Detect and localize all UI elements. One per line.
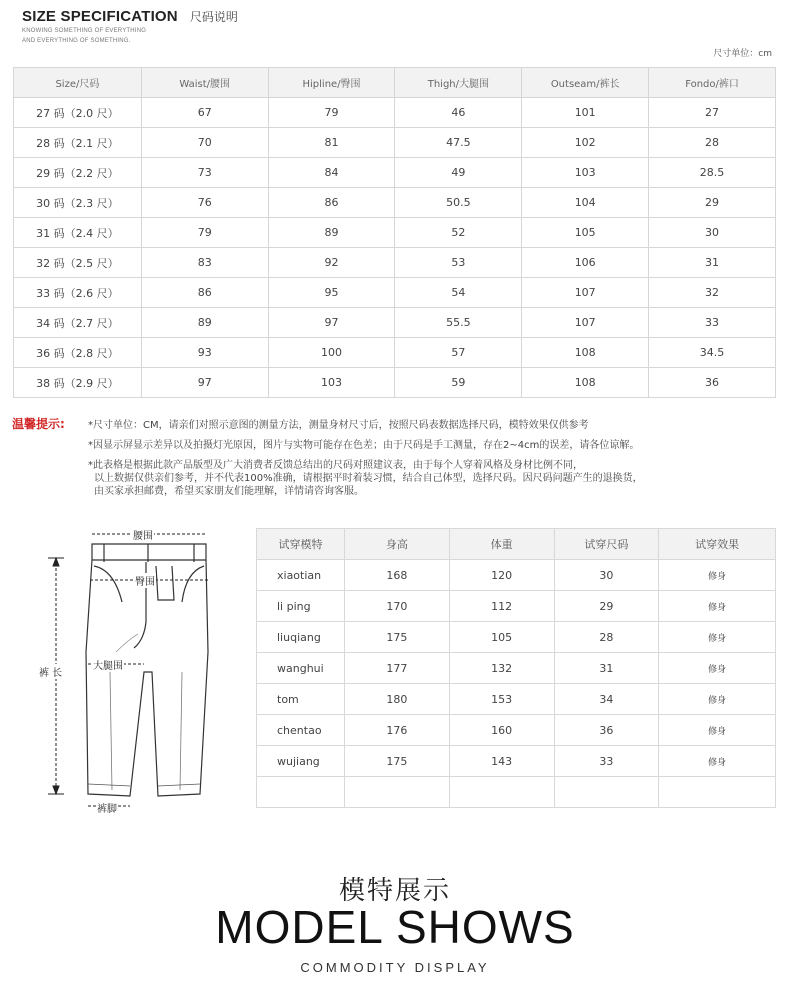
size-cell: 32 码（2.5 尺）	[14, 248, 142, 278]
waist-cell: 97	[141, 368, 268, 398]
thigh-cell: 55.5	[395, 308, 522, 338]
fondo-cell: 28.5	[649, 158, 776, 188]
note-line-5: 由买家承担邮费，希望买家朋友们能理解，详情请咨询客服。	[94, 486, 364, 497]
hipline-cell: 100	[268, 338, 395, 368]
outseam-header: Outseam/裤长	[522, 68, 649, 98]
size-cell: 27 码（2.0 尺）	[14, 98, 142, 128]
model-header: 试穿模特	[257, 529, 345, 560]
waist-cell: 86	[141, 278, 268, 308]
fondo-cell: 36	[649, 368, 776, 398]
hipline-cell: 81	[268, 128, 395, 158]
fit-effect-cell: 修身	[659, 560, 776, 591]
fondo-cell: 28	[649, 128, 776, 158]
thigh-cell: 49	[395, 158, 522, 188]
waist-cell: 76	[141, 188, 268, 218]
size-table-header-row	[14, 68, 776, 98]
height-cell: 180	[344, 684, 449, 715]
waist-cell: 73	[141, 158, 268, 188]
fit-effect-header: 试穿效果	[659, 529, 776, 560]
empty-cell	[449, 777, 554, 808]
empty-cell	[554, 777, 659, 808]
thigh-cell: 50.5	[395, 188, 522, 218]
size-cell: 36 码（2.8 尺）	[14, 338, 142, 368]
model-name-cell: tom	[257, 684, 345, 715]
outseam-cell: 107	[522, 308, 649, 338]
table-row	[14, 218, 776, 248]
height-cell: 177	[344, 653, 449, 684]
waist-header: Waist/腰围	[141, 68, 268, 98]
thigh-label: 大腿围	[92, 657, 124, 672]
empty-cell	[344, 777, 449, 808]
table-row	[14, 248, 776, 278]
waist-cell: 70	[141, 128, 268, 158]
fit-effect-cell: 修身	[659, 591, 776, 622]
table-row	[14, 368, 776, 398]
thigh-cell: 53	[395, 248, 522, 278]
fit-effect-cell: 修身	[659, 653, 776, 684]
hipline-cell: 86	[268, 188, 395, 218]
height-cell: 175	[344, 746, 449, 777]
waist-cell: 93	[141, 338, 268, 368]
table-row	[257, 591, 776, 622]
table-row	[14, 338, 776, 368]
outseam-cell: 108	[522, 368, 649, 398]
height-cell: 175	[344, 622, 449, 653]
table-row	[14, 98, 776, 128]
size-cell: 30 码（2.3 尺）	[14, 188, 142, 218]
fit-size-cell: 34	[554, 684, 659, 715]
outseam-cell: 108	[522, 338, 649, 368]
hipline-cell: 84	[268, 158, 395, 188]
hip-label: 臀围	[134, 573, 156, 588]
waist-cell: 67	[141, 98, 268, 128]
fit-size-cell: 33	[554, 746, 659, 777]
fit-effect-cell: 修身	[659, 746, 776, 777]
outseam-cell: 101	[522, 98, 649, 128]
fit-size-cell: 36	[554, 715, 659, 746]
thigh-cell: 47.5	[395, 128, 522, 158]
page-header	[22, 6, 238, 45]
commodity-display-subtitle: COMMODITY DISPLAY	[300, 960, 490, 975]
thigh-cell: 52	[395, 218, 522, 248]
table-row	[257, 560, 776, 591]
fit-size-cell: 30	[554, 560, 659, 591]
fondo-cell: 30	[649, 218, 776, 248]
outseam-cell: 106	[522, 248, 649, 278]
fit-effect-cell: 修身	[659, 622, 776, 653]
model-name-cell: xiaotian	[257, 560, 345, 591]
model-name-cell: wanghui	[257, 653, 345, 684]
page-title: SIZE SPECIFICATION	[22, 8, 178, 25]
fondo-cell: 31	[649, 248, 776, 278]
fondo-cell: 32	[649, 278, 776, 308]
model-name-cell: chentao	[257, 715, 345, 746]
fit-size-header: 试穿尺码	[554, 529, 659, 560]
outseam-cell: 102	[522, 128, 649, 158]
thigh-cell: 57	[395, 338, 522, 368]
weight-cell: 153	[449, 684, 554, 715]
model-name-cell: wujiang	[257, 746, 345, 777]
thigh-header: Thigh/大腿围	[395, 68, 522, 98]
weight-cell: 112	[449, 591, 554, 622]
thigh-cell: 46	[395, 98, 522, 128]
weight-cell: 143	[449, 746, 554, 777]
note-line-4: 以上数据仅供亲们参考，并不代表100%准确，请根据平时着装习惯，结合自己体型，选择尺码。因尺码问题产生的退换货，	[94, 473, 643, 484]
table-row	[257, 746, 776, 777]
fondo-cell: 34.5	[649, 338, 776, 368]
weight-cell: 132	[449, 653, 554, 684]
fondo-header: Fondo/裤口	[649, 68, 776, 98]
size-cell: 38 码（2.9 尺）	[14, 368, 142, 398]
size-cell: 33 码（2.6 尺）	[14, 278, 142, 308]
size-cell: 29 码（2.2 尺）	[14, 158, 142, 188]
weight-cell: 160	[449, 715, 554, 746]
model-name-cell: liuqiang	[257, 622, 345, 653]
hipline-cell: 103	[268, 368, 395, 398]
page-title-cn: 尺码说明	[189, 10, 238, 24]
size-cell: 28 码（2.1 尺）	[14, 128, 142, 158]
thigh-cell: 59	[395, 368, 522, 398]
weight-header: 体重	[449, 529, 554, 560]
model-table	[256, 528, 776, 808]
model-table-header-row	[257, 529, 776, 560]
height-cell: 168	[344, 560, 449, 591]
length-label: 裤 长	[38, 664, 63, 679]
fit-effect-cell: 修身	[659, 684, 776, 715]
hipline-cell: 89	[268, 218, 395, 248]
fit-size-cell: 31	[554, 653, 659, 684]
table-row-empty	[257, 777, 776, 808]
hipline-cell: 97	[268, 308, 395, 338]
note-line-1: *尺寸单位：CM，请亲们对照示意图的测量方法，测量身材尺寸后，按照尺码表数据选择尺码，模特效果仅供参考	[88, 420, 589, 431]
fondo-cell: 29	[649, 188, 776, 218]
height-cell: 170	[344, 591, 449, 622]
weight-cell: 120	[449, 560, 554, 591]
weight-cell: 105	[449, 622, 554, 653]
fondo-cell: 27	[649, 98, 776, 128]
waist-cell: 89	[141, 308, 268, 338]
empty-cell	[257, 777, 345, 808]
outseam-cell: 105	[522, 218, 649, 248]
table-row	[257, 715, 776, 746]
hipline-header: Hipline/臀围	[268, 68, 395, 98]
outseam-cell: 103	[522, 158, 649, 188]
waist-cell: 83	[141, 248, 268, 278]
note-line-3: *此表格是根据此款产品版型及广大消费者反馈总结出的尺码对照建议表，由于每个人穿着风格及身材比例不同，	[88, 460, 583, 471]
size-header: Size/尺码	[14, 68, 142, 98]
model-shows-title-cn: 模特展示	[338, 876, 451, 906]
tip-label: 温馨提示:	[12, 417, 65, 431]
table-row	[14, 188, 776, 218]
height-header: 身高	[344, 529, 449, 560]
table-row	[14, 128, 776, 158]
outseam-cell: 104	[522, 188, 649, 218]
hipline-cell: 79	[268, 98, 395, 128]
table-row	[14, 158, 776, 188]
table-row	[257, 684, 776, 715]
page-subtitle-2: AND EVERYTHING OF SOMETHING.	[22, 38, 131, 44]
size-table	[13, 67, 776, 398]
hipline-cell: 95	[268, 278, 395, 308]
table-row	[257, 653, 776, 684]
note-line-2: *因显示屏显示差异以及拍摄灯光原因，图片与实物可能存在色差；由于尺码是手工测量，存在2~4cm的误差，请各位谅解。	[88, 440, 640, 451]
fit-size-cell: 29	[554, 591, 659, 622]
table-row	[14, 308, 776, 338]
fit-size-cell: 28	[554, 622, 659, 653]
size-cell: 34 码（2.7 尺）	[14, 308, 142, 338]
pants-diagram	[26, 522, 236, 822]
model-name-cell: li ping	[257, 591, 345, 622]
page-subtitle-1: KNOWING SOMETHING OF EVERYTHING	[22, 28, 147, 34]
table-row	[14, 278, 776, 308]
hipline-cell: 92	[268, 248, 395, 278]
hem-label: 裤脚	[96, 800, 118, 815]
table-row	[257, 622, 776, 653]
thigh-cell: 54	[395, 278, 522, 308]
waist-cell: 79	[141, 218, 268, 248]
fondo-cell: 33	[649, 308, 776, 338]
outseam-cell: 107	[522, 278, 649, 308]
height-cell: 176	[344, 715, 449, 746]
waist-label: 腰围	[132, 527, 154, 542]
empty-cell	[659, 777, 776, 808]
unit-label: 尺寸单位：cm	[713, 49, 772, 59]
size-cell: 31 码（2.4 尺）	[14, 218, 142, 248]
model-shows-title: MODEL SHOWS	[215, 901, 575, 953]
fit-effect-cell: 修身	[659, 715, 776, 746]
